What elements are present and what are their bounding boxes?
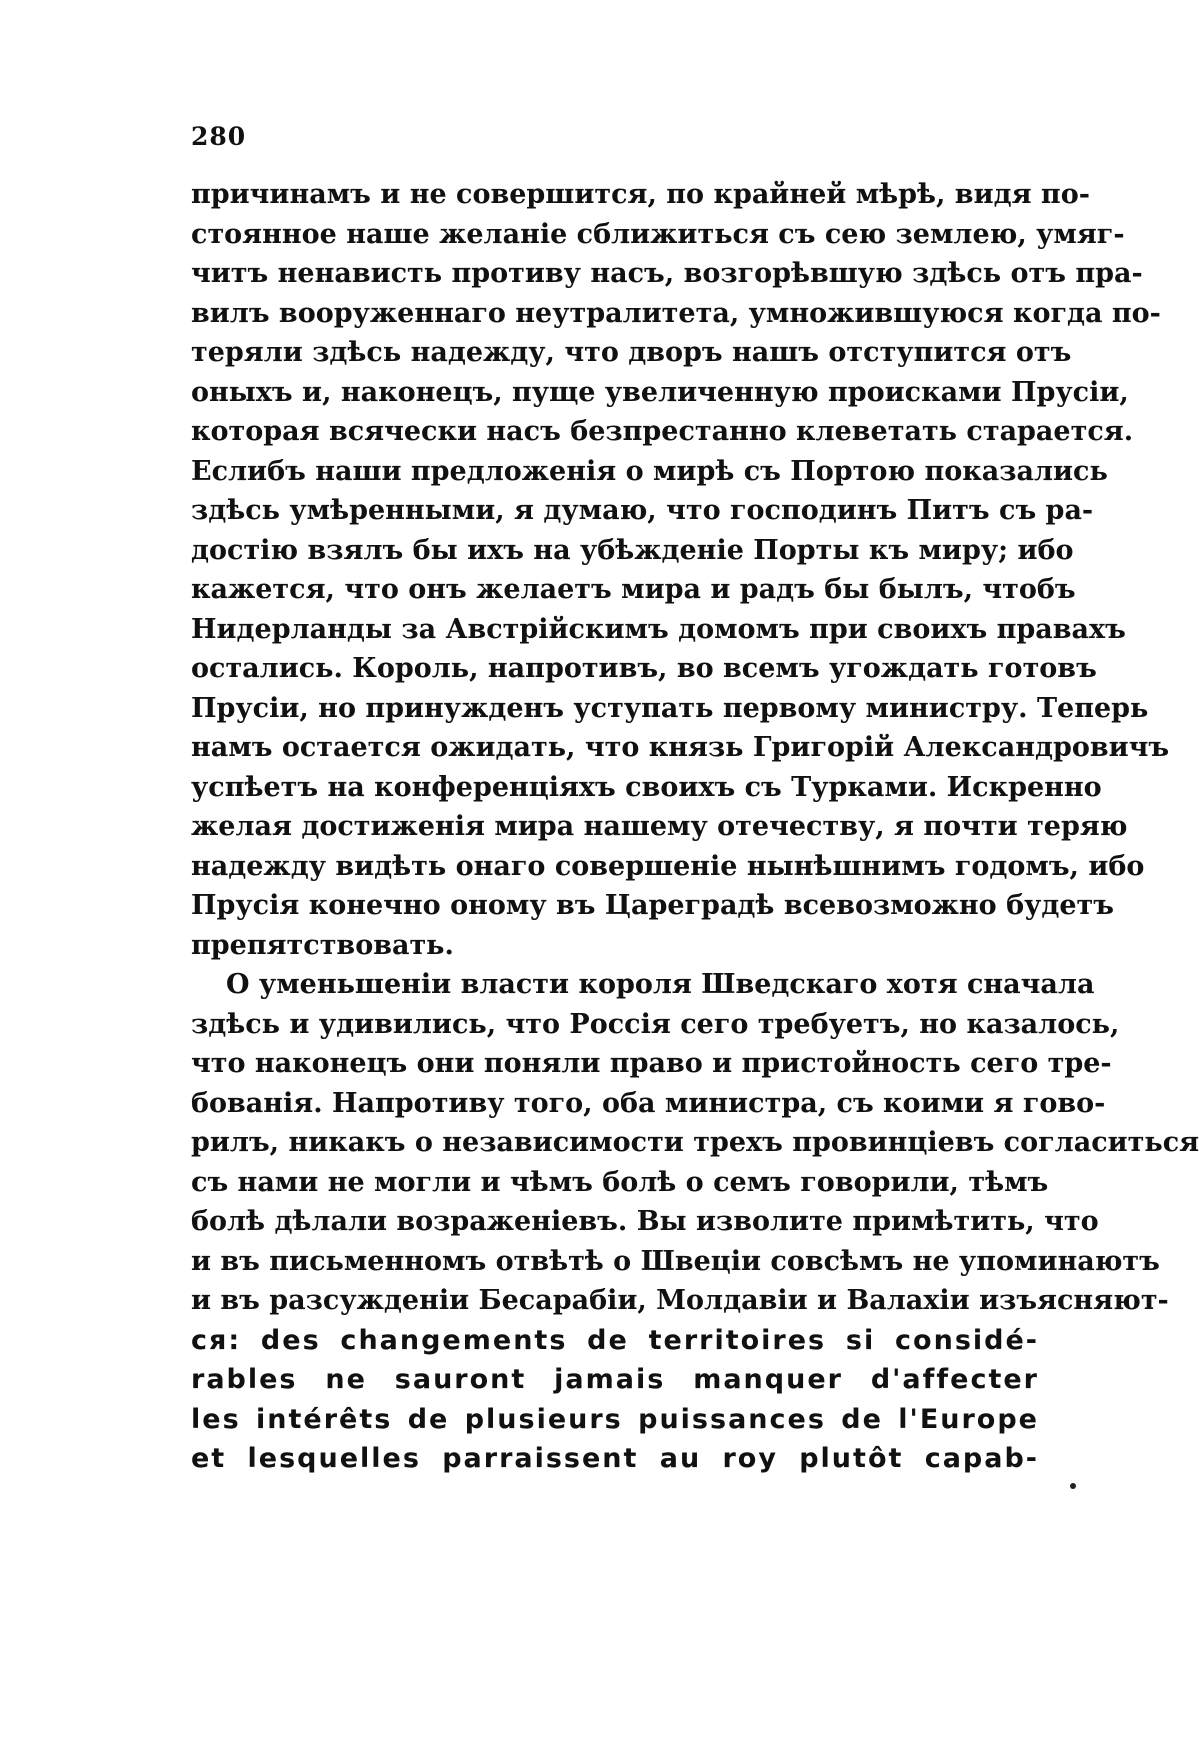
text-line: которая всячески насъ безпрестанно клеветать старается. [191, 416, 1134, 447]
text-line: О уменьшеніи власти короля Шведскаго хотя сначала [226, 969, 1095, 1000]
text-body [191, 175, 1199, 1479]
text-line: и въ разсужденіи Бесарабіи, Молдавіи и Валахіи изъясняют- [191, 1285, 1169, 1316]
text-line: остались. Король, напротивъ, во всемъ угождать готовъ [191, 653, 1097, 684]
text-line-french: et lesquelles parraissent au roy plutôt capab- [191, 1443, 1039, 1474]
text-line: рилъ, никакъ о независимости трехъ провинціевъ согласиться [191, 1127, 1199, 1158]
text-line: кажется, что онъ желаетъ мира и радъ бы былъ, чтобъ [191, 574, 1076, 605]
text-line: вилъ вооруженнаго неутралитета, умножившуюся когда по- [191, 297, 1161, 329]
text-line: Нидерланды за Австрійскимъ домомъ при своихъ правахъ [191, 613, 1126, 645]
text-line: болѣ дѣлали возраженіевъ. Вы изволите примѣтить, что [191, 1206, 1099, 1237]
text-line: Прусіи, но принужденъ уступать первому министру. Теперь [191, 692, 1149, 724]
text-line: теряли здѣсь надежду, что дворъ нашъ отступится отъ [191, 337, 1072, 368]
text-line: съ нами не могли и чѣмъ болѣ о семъ говорили, тѣмъ [191, 1166, 1049, 1198]
text-line-french: ся: des changements de territoires si considé- [191, 1324, 1039, 1356]
text-line-french: les intérêts de plusieurs puissances de l'Europe [191, 1403, 1039, 1435]
text-line: препятствовать. [191, 929, 454, 961]
text-line: достію взялъ бы ихъ на убѣжденіе Порты къ миру; ибо [191, 534, 1074, 566]
text-line: Прусія конечно оному въ Цареградѣ всевозможно будетъ [191, 890, 1114, 921]
text-line: причинамъ и не совершится, по крайней мѣрѣ, видя по- [191, 179, 1090, 210]
text-line: намъ остается ожидать, что князь Григорій Александровичъ [191, 732, 1170, 763]
text-line: что наконецъ они поняли право и пристойность сего тре- [191, 1048, 1112, 1079]
text-line: желая достиженія мира нашему отечеству, я почти теряю [191, 811, 1128, 842]
text-line: Еслибъ наши предложенія о мирѣ съ Портою показались [191, 455, 1108, 487]
text-line-french: rables ne sauront jamais manquer d'affecter [191, 1364, 1039, 1395]
text-line: и въ письменномъ отвѣтѣ о Швеціи совсѣмъ не упоминаютъ [191, 1245, 1160, 1277]
text-line: читъ ненависть противу насъ, возгорѣвшую здѣсь отъ пра- [191, 258, 1143, 289]
text-line: оныхъ и, наконецъ, пуще увеличенную происками Прусіи, [191, 376, 1129, 408]
text-line: стоянное наше желаніе сближиться съ сею землею, умяг- [191, 218, 1125, 250]
text-line: успѣетъ на конференціяхъ своихъ съ Турками. Искренно [191, 771, 1102, 803]
text-line: бованія. Напротиву того, оба министра, съ коими я гово- [191, 1087, 1106, 1119]
page-number: 280 [191, 122, 247, 151]
text-line: здѣсь умѣренными, я думаю, что господинъ Питъ съ ра- [191, 495, 1094, 526]
text-line: здѣсь и удивились, что Россія сего требуетъ, но казалось, [191, 1008, 1120, 1040]
text-line: надежду видѣть онаго совершеніе нынѣшнимъ годомъ, ибо [191, 850, 1145, 882]
margin-dot-mark [1070, 1483, 1076, 1489]
